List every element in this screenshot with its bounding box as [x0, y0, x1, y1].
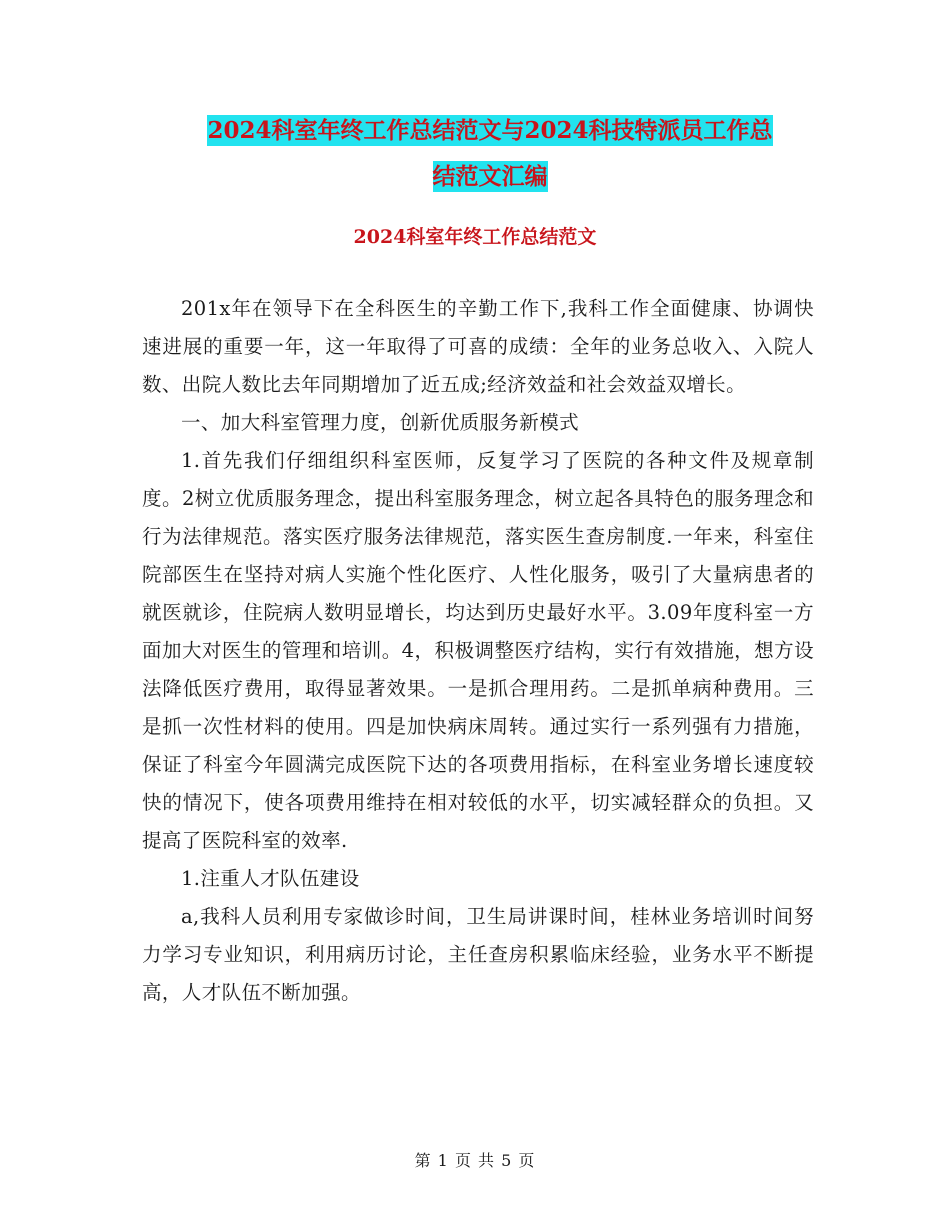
paragraph-management: 1.首先我们仔细组织科室医师，反复学习了医院的各种文件及规章制度。2树立优质服务理念，提出科室服务理念，树立起各具特色的服务理念和行为法律规范。落实医疗服务法律规范，落实医生查房制度.一年来，科室住院部医生在坚持对病人实施个性化医疗、人性化服务，吸引了大量病患者的就医就诊，住院病人数明显增长，均达到历史最好水平。3.09年度科室一方面加大对医生的管理和培训。4，积极调整医疗结构，实行有效措施，想方设法降低医疗费用，取得显著效果。一是抓合理用药。二是抓单病种费用。三是抓一次性材料的使用。四是加快病床周转。通过实行一系列强有力措施，保证了科室今年圆满完成医院下达的各项费用指标，在科室业务增长速度较快的情况下，使各项费用维持在相对较低的水平，切实减轻群众的负担。又提高了医院科室的效率.	[142, 449, 814, 852]
paragraph-heading-2: 1.注重人才队伍建设	[181, 867, 360, 890]
document-title-line1: 2024科室年终工作总结范文与2024科技特派员工作总	[207, 117, 773, 144]
document-title-line2: 结范文汇编	[432, 163, 548, 190]
section-title: 2024科室年终工作总结范文	[353, 226, 597, 248]
document-body	[142, 290, 814, 1012]
paragraph-heading-1: 一、加大科室管理力度，创新优质服务新模式	[181, 411, 580, 434]
paragraph-intro: 201x年在领导下在全科医生的辛勤工作下,我科工作全面健康、协调快速进展的重要一年，这一年取得了可喜的成绩：全年的业务总收入、入院人数、出院人数比去年同期增加了近五成;经济效益和社会效益双增长。	[142, 297, 814, 396]
paragraph-talent: a,我科人员利用专家做诊时间，卫生局讲课时间，桂林业务培训时间努力学习专业知识，利用病历讨论，主任查房积累临床经验，业务水平不断提高，人才队伍不断加强。	[142, 905, 814, 1004]
document-title	[140, 108, 840, 200]
page-footer: 第 1 页 共 5 页	[414, 1151, 536, 1170]
